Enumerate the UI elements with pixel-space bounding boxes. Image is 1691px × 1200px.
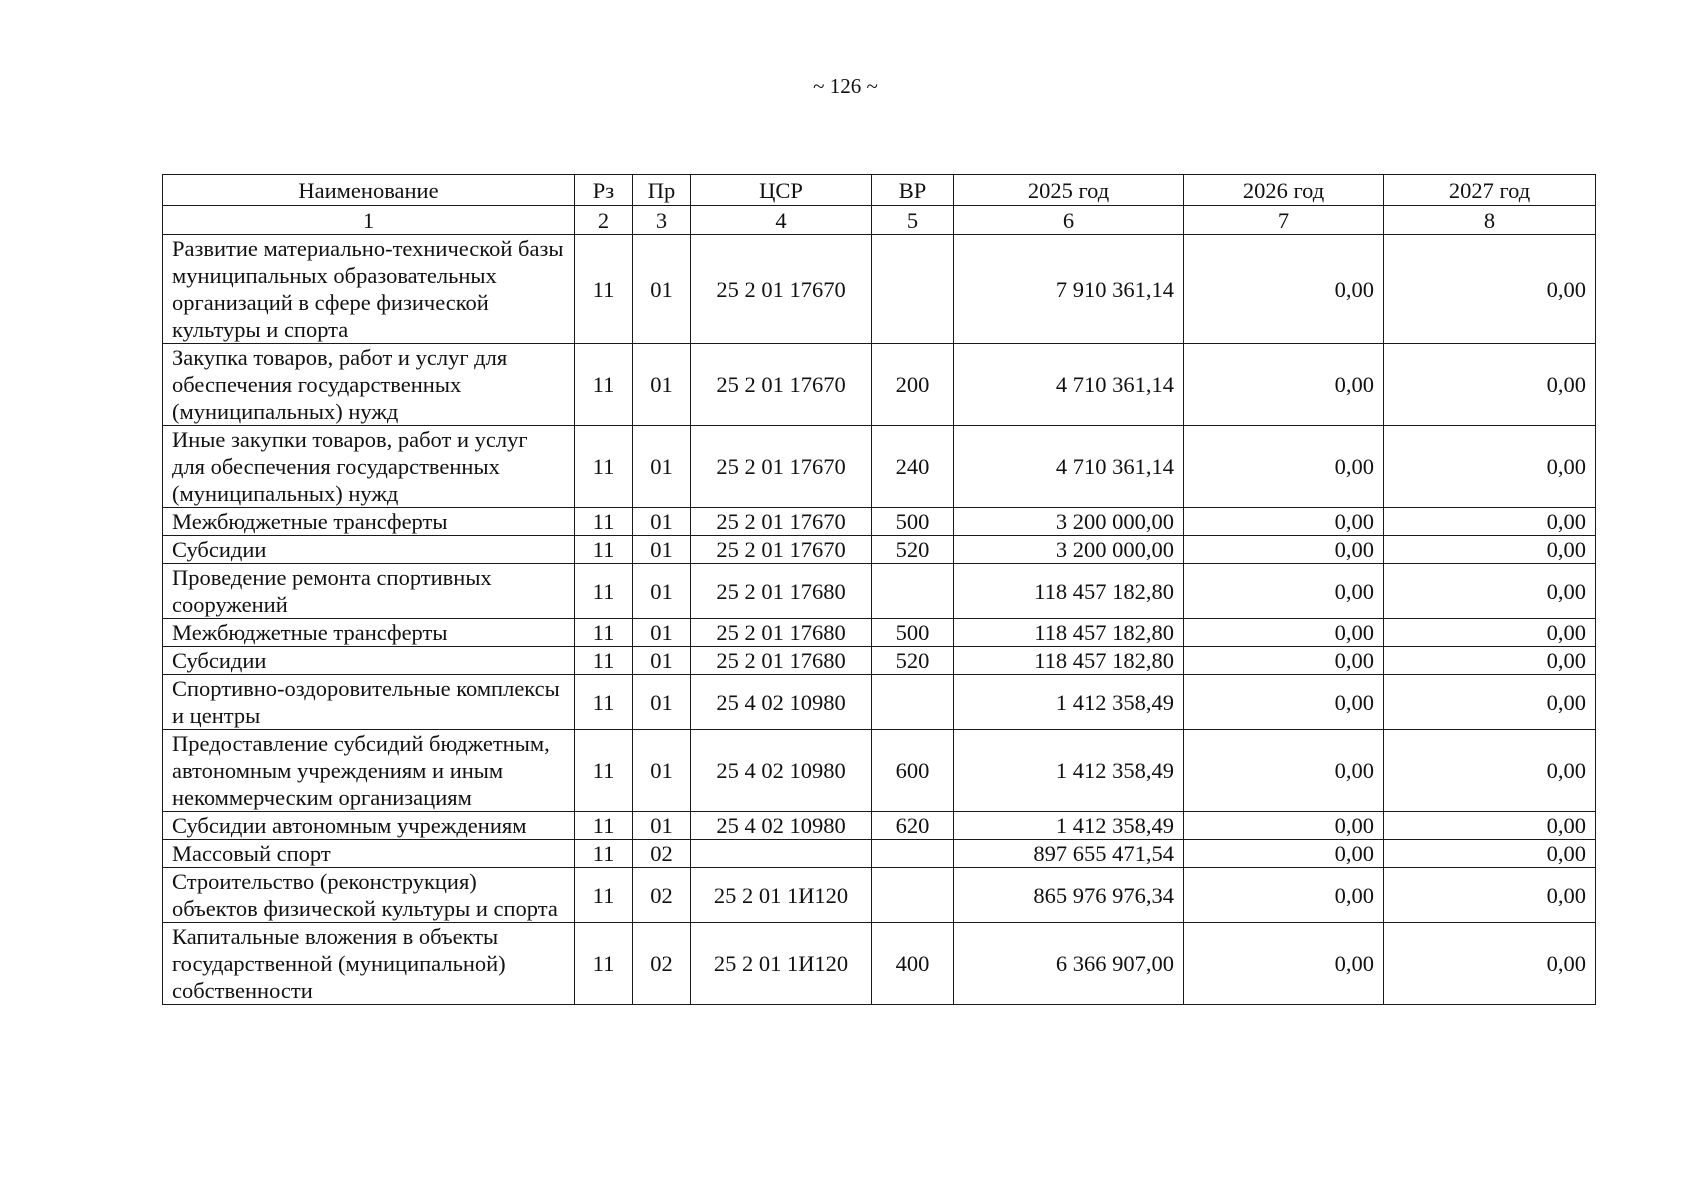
row-2027: 0,00: [1384, 840, 1596, 868]
row-name: Межбюджетные трансферты: [163, 619, 575, 647]
row-csr: 25 2 01 17680: [691, 619, 872, 647]
row-2027: 0,00: [1384, 647, 1596, 675]
table-row: [163, 730, 1596, 812]
row-2025: 3 200 000,00: [954, 508, 1184, 536]
table-row: [163, 564, 1596, 619]
column-number: 2: [575, 206, 633, 235]
row-2026: 0,00: [1184, 344, 1384, 426]
row-2027: 0,00: [1384, 619, 1596, 647]
column-number: 3: [633, 206, 691, 235]
row-csr: 25 4 02 10980: [691, 730, 872, 812]
row-2025: 3 200 000,00: [954, 536, 1184, 564]
header-rz: Рз: [575, 175, 633, 206]
row-rz: 11: [575, 536, 633, 564]
column-number: 1: [163, 206, 575, 235]
row-vr: 520: [872, 536, 954, 564]
row-name: Субсидии: [163, 536, 575, 564]
row-csr: [691, 840, 872, 868]
row-pr: 01: [633, 235, 691, 344]
row-vr: 400: [872, 923, 954, 1005]
row-csr: 25 2 01 17670: [691, 536, 872, 564]
row-2026: 0,00: [1184, 647, 1384, 675]
row-2025: 118 457 182,80: [954, 564, 1184, 619]
row-name: Субсидии автономным учреждениям: [163, 812, 575, 840]
header-pr: Пр: [633, 175, 691, 206]
table-row: [163, 426, 1596, 508]
row-2027: 0,00: [1384, 675, 1596, 730]
row-pr: 01: [633, 426, 691, 508]
row-rz: 11: [575, 730, 633, 812]
column-number: 7: [1184, 206, 1384, 235]
table-row: [163, 344, 1596, 426]
row-2026: 0,00: [1184, 840, 1384, 868]
row-name: Субсидии: [163, 647, 575, 675]
row-2027: 0,00: [1384, 235, 1596, 344]
row-pr: 02: [633, 923, 691, 1005]
header-2027: 2027 год: [1384, 175, 1596, 206]
row-csr: 25 2 01 17670: [691, 344, 872, 426]
row-2026: 0,00: [1184, 675, 1384, 730]
row-2026: 0,00: [1184, 868, 1384, 923]
row-rz: 11: [575, 426, 633, 508]
column-number-row: [163, 206, 1596, 235]
row-vr: 500: [872, 508, 954, 536]
row-vr: [872, 840, 954, 868]
row-rz: 11: [575, 675, 633, 730]
header-vr: ВР: [872, 175, 954, 206]
row-rz: 11: [575, 235, 633, 344]
row-rz: 11: [575, 564, 633, 619]
row-2027: 0,00: [1384, 508, 1596, 536]
row-2025: 1 412 358,49: [954, 730, 1184, 812]
row-csr: 25 2 01 1И120: [691, 868, 872, 923]
row-rz: 11: [575, 923, 633, 1005]
row-rz: 11: [575, 619, 633, 647]
row-csr: 25 2 01 17680: [691, 647, 872, 675]
table-row: [163, 840, 1596, 868]
row-vr: [872, 675, 954, 730]
row-vr: [872, 235, 954, 344]
row-csr: 25 2 01 1И120: [691, 923, 872, 1005]
row-rz: 11: [575, 508, 633, 536]
row-2025: 897 655 471,54: [954, 840, 1184, 868]
header-2025: 2025 год: [954, 175, 1184, 206]
row-2025: 865 976 976,34: [954, 868, 1184, 923]
row-pr: 01: [633, 812, 691, 840]
table-row: [163, 923, 1596, 1005]
row-2026: 0,00: [1184, 426, 1384, 508]
row-name: Предоставление субсидий бюджетным, автономным учреждениям и иным некоммерческим организациям: [163, 730, 575, 812]
column-number: 8: [1384, 206, 1596, 235]
row-csr: 25 2 01 17670: [691, 508, 872, 536]
row-name: Спортивно-оздоровительные комплексы и центры: [163, 675, 575, 730]
row-2026: 0,00: [1184, 730, 1384, 812]
row-name: Проведение ремонта спортивных сооружений: [163, 564, 575, 619]
row-rz: 11: [575, 344, 633, 426]
row-pr: 01: [633, 344, 691, 426]
row-2027: 0,00: [1384, 868, 1596, 923]
row-2027: 0,00: [1384, 344, 1596, 426]
table-row: [163, 536, 1596, 564]
row-name: Иные закупки товаров, работ и услуг для обеспечения государственных (муниципальных) нужд: [163, 426, 575, 508]
row-pr: 01: [633, 536, 691, 564]
row-2026: 0,00: [1184, 235, 1384, 344]
row-name: Межбюджетные трансферты: [163, 508, 575, 536]
column-number: 5: [872, 206, 954, 235]
row-name: Развитие материально-технической базы муниципальных образовательных организаций в сфере физической культуры и спорта: [163, 235, 575, 344]
column-number: 4: [691, 206, 872, 235]
row-name: Строительство (реконструкция) объектов физической культуры и спорта: [163, 868, 575, 923]
row-vr: 620: [872, 812, 954, 840]
row-2025: 4 710 361,14: [954, 426, 1184, 508]
row-2025: 7 910 361,14: [954, 235, 1184, 344]
row-pr: 02: [633, 868, 691, 923]
row-2025: 1 412 358,49: [954, 675, 1184, 730]
row-pr: 02: [633, 840, 691, 868]
row-rz: 11: [575, 812, 633, 840]
page-number: ~ 126 ~: [813, 74, 878, 98]
row-vr: 240: [872, 426, 954, 508]
row-vr: [872, 564, 954, 619]
row-2026: 0,00: [1184, 923, 1384, 1005]
row-2025: 4 710 361,14: [954, 344, 1184, 426]
row-2027: 0,00: [1384, 730, 1596, 812]
row-2027: 0,00: [1384, 564, 1596, 619]
row-rz: 11: [575, 647, 633, 675]
table-row: [163, 619, 1596, 647]
row-2025: 6 366 907,00: [954, 923, 1184, 1005]
table-row: [163, 235, 1596, 344]
row-csr: 25 2 01 17680: [691, 564, 872, 619]
row-name: Закупка товаров, работ и услуг для обеспечения государственных (муниципальных) нужд: [163, 344, 575, 426]
row-vr: 520: [872, 647, 954, 675]
row-2026: 0,00: [1184, 812, 1384, 840]
row-2025: 118 457 182,80: [954, 619, 1184, 647]
row-csr: 25 2 01 17670: [691, 235, 872, 344]
table-row: [163, 647, 1596, 675]
row-csr: 25 4 02 10980: [691, 812, 872, 840]
row-pr: 01: [633, 508, 691, 536]
row-pr: 01: [633, 675, 691, 730]
row-csr: 25 4 02 10980: [691, 675, 872, 730]
table-row: [163, 508, 1596, 536]
budget-table: [162, 174, 1596, 1005]
row-vr: 600: [872, 730, 954, 812]
row-rz: 11: [575, 840, 633, 868]
table-row: [163, 675, 1596, 730]
row-pr: 01: [633, 730, 691, 812]
row-name: Капитальные вложения в объекты государственной (муниципальной) собственности: [163, 923, 575, 1005]
row-csr: 25 2 01 17670: [691, 426, 872, 508]
row-2025: 118 457 182,80: [954, 647, 1184, 675]
header-csr: ЦСР: [691, 175, 872, 206]
row-2027: 0,00: [1384, 812, 1596, 840]
row-vr: 200: [872, 344, 954, 426]
row-vr: [872, 868, 954, 923]
header-row: [163, 175, 1596, 206]
row-2026: 0,00: [1184, 564, 1384, 619]
row-name: Массовый спорт: [163, 840, 575, 868]
row-2026: 0,00: [1184, 536, 1384, 564]
row-rz: 11: [575, 868, 633, 923]
table-row: [163, 812, 1596, 840]
row-pr: 01: [633, 619, 691, 647]
row-pr: 01: [633, 564, 691, 619]
row-vr: 500: [872, 619, 954, 647]
row-pr: 01: [633, 647, 691, 675]
header-2026: 2026 год: [1184, 175, 1384, 206]
header-name: Наименование: [163, 175, 575, 206]
row-2026: 0,00: [1184, 508, 1384, 536]
row-2027: 0,00: [1384, 426, 1596, 508]
row-2026: 0,00: [1184, 619, 1384, 647]
column-number: 6: [954, 206, 1184, 235]
table-row: [163, 868, 1596, 923]
row-2027: 0,00: [1384, 923, 1596, 1005]
row-2025: 1 412 358,49: [954, 812, 1184, 840]
row-2027: 0,00: [1384, 536, 1596, 564]
